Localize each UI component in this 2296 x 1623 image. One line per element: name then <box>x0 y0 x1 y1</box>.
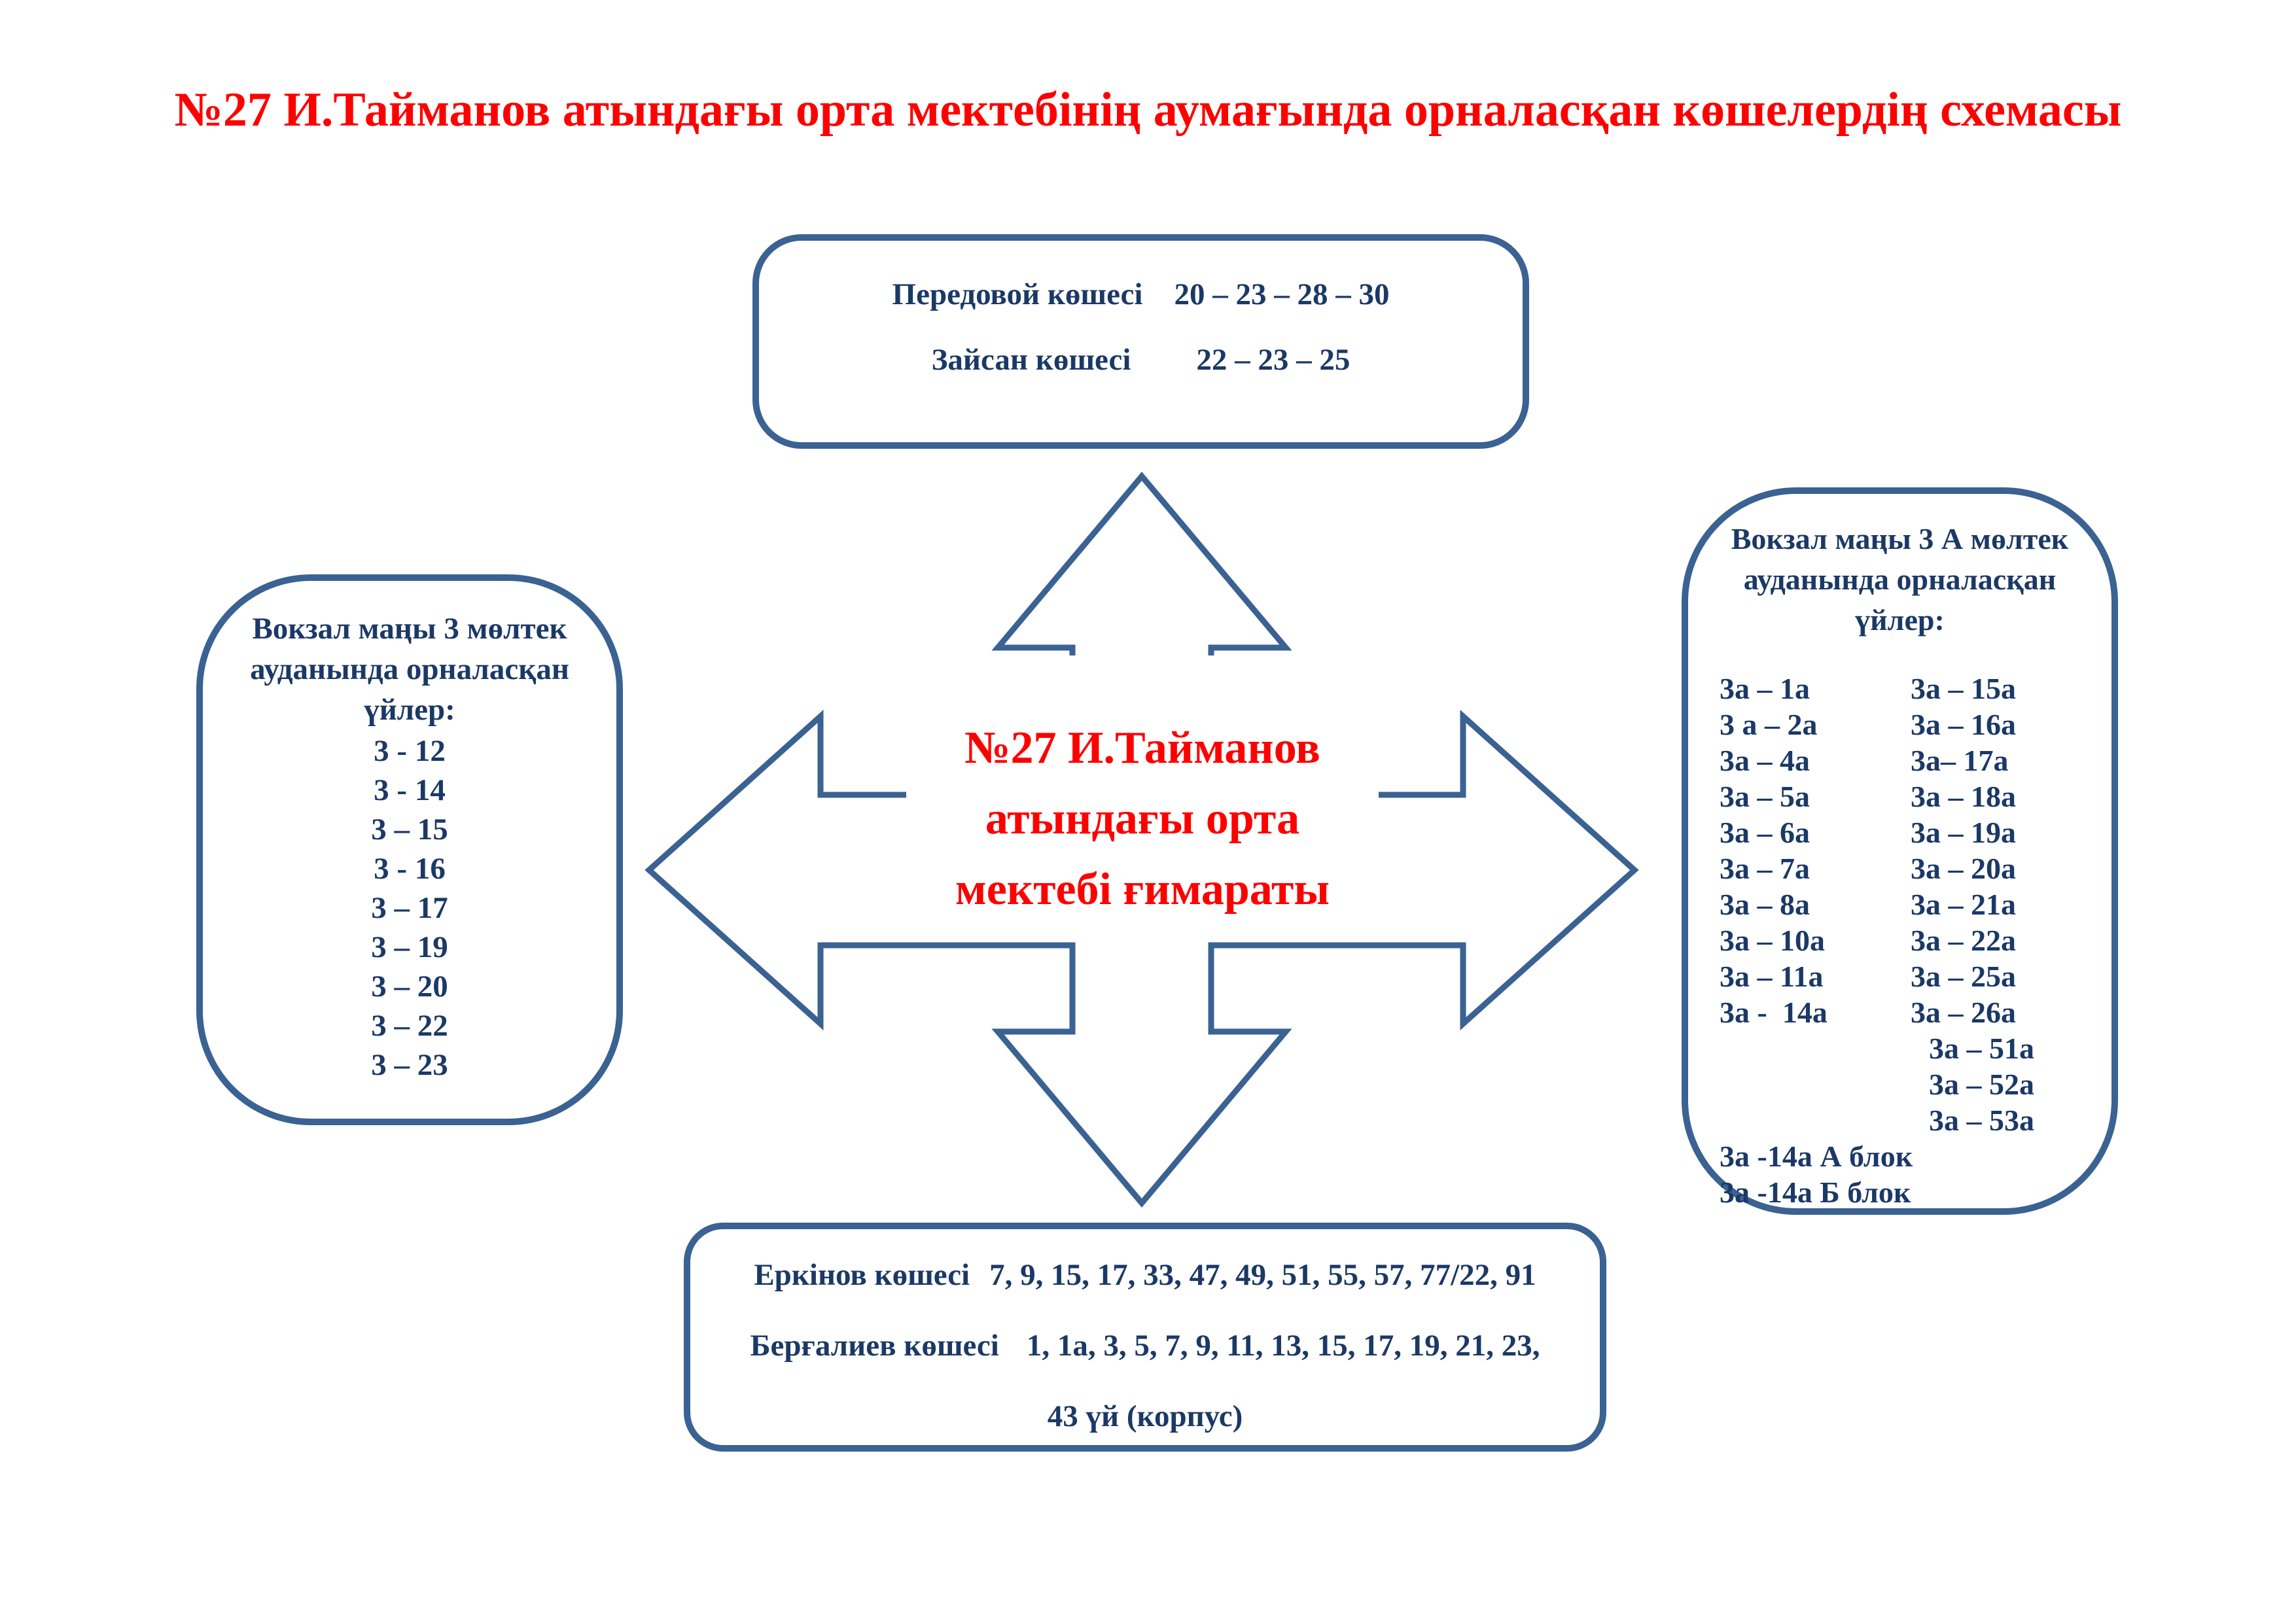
house-number: 3а – 51а <box>1929 1032 2034 1065</box>
block-line: 3а -14а А блок <box>1720 1140 1913 1173</box>
house-number: 3а – 5а <box>1720 780 1810 813</box>
house-number: 3 - 16 <box>374 852 446 886</box>
house-number: 3а – 52а <box>1929 1068 2034 1101</box>
district-heading-line: Вокзал маңы 3 А мөлтек <box>1731 522 2069 555</box>
district-heading-line: Вокзал маңы 3 мөлтек <box>252 612 567 646</box>
left-district-box <box>196 574 623 1125</box>
school-name-line: мектебі ғимараты <box>955 864 1330 915</box>
house-number: 3 - 12 <box>374 734 446 768</box>
house-number: 3а – 26а <box>1911 996 2016 1029</box>
house-number: 3а – 15а <box>1911 672 2016 705</box>
district-heading-line: ауданында орналасқан <box>250 652 569 686</box>
street-row-erkinov <box>754 1255 1536 1295</box>
house-number: 3 – 22 <box>371 1009 448 1043</box>
house-number: 3а – 6а <box>1720 816 1810 849</box>
street-house-numbers: 7, 9, 15, 17, 33, 47, 49, 51, 55, 57, 77/22, 91 <box>989 1258 1536 1292</box>
block-lines <box>1688 1138 2111 1210</box>
school-center-label <box>906 655 1379 942</box>
house-number: 3а – 7а <box>1720 852 1810 885</box>
house-number: 3 а – 2а <box>1720 708 1818 741</box>
house-number: 3а– 17а <box>1911 744 2009 777</box>
street-house-numbers: 22 – 23 – 25 <box>1196 343 1351 377</box>
house-number-column-left <box>1720 671 1911 1138</box>
house-number: 3а – 19а <box>1911 816 2016 849</box>
house-number: 3а – 4а <box>1720 744 1810 777</box>
street-name: Еркінов көшесі <box>754 1258 970 1292</box>
house-number: 3а – 53а <box>1929 1104 2034 1137</box>
house-number: 3 – 20 <box>371 969 448 1003</box>
house-number: 3а – 18а <box>1911 780 2016 813</box>
house-number: 3а – 16а <box>1911 708 2016 741</box>
house-number: 3а – 22а <box>1911 924 2016 957</box>
house-number-list <box>203 731 616 1085</box>
street-name: Берғалиев көшесі <box>750 1329 999 1363</box>
street-row-bergaliev <box>750 1326 1540 1365</box>
district-heading-line: үйлер: <box>364 693 455 727</box>
house-number-column-right <box>1911 671 2092 1138</box>
street-row-zaysan <box>932 340 1351 379</box>
house-number: 3а – 8а <box>1720 888 1810 921</box>
top-streets-box <box>752 234 1529 449</box>
street-row-continuation: 43 үй (корпус) <box>1047 1399 1243 1433</box>
street-house-numbers: 20 – 23 – 28 – 30 <box>1174 277 1390 311</box>
house-number: 3а – 1а <box>1720 672 1810 705</box>
district-heading-line: үйлер: <box>1855 603 1945 637</box>
block-line: 3а -14а Б блок <box>1720 1176 1911 1209</box>
right-district-box <box>1682 487 2118 1215</box>
school-name-line: №27 И.Тайманов <box>964 723 1320 773</box>
school-name-line: атындағы орта <box>985 794 1300 844</box>
house-number: 3 – 19 <box>371 930 448 964</box>
house-number: 3 – 23 <box>371 1048 448 1082</box>
house-number: 3а – 10а <box>1720 924 1825 957</box>
house-number: 3а – 21а <box>1911 888 2016 921</box>
house-number: 3а – 25а <box>1911 960 2016 993</box>
house-number-columns <box>1688 640 2111 1138</box>
house-number: 3 – 17 <box>371 891 448 925</box>
street-name: Передовой көшесі <box>892 277 1143 311</box>
house-number: 3 – 15 <box>371 812 448 846</box>
house-number: 3 - 14 <box>374 773 446 807</box>
district-heading-line: ауданында орналасқан <box>1743 563 2057 596</box>
street-house-numbers: 1, 1а, 3, 5, 7, 9, 11, 13, 15, 17, 19, 21, 23, <box>1026 1329 1540 1363</box>
street-row-peredovoy <box>892 275 1390 314</box>
page-title: №27 И.Тайманов атындағы орта мектебінің аумағында орналасқан көшелердің схемасы <box>174 83 2122 137</box>
street-name: Зайсан көшесі <box>931 343 1131 377</box>
bottom-streets-box <box>684 1223 1606 1452</box>
house-number: 3а – 20а <box>1911 852 2016 885</box>
house-number: 3а - 14а <box>1720 996 1828 1029</box>
house-number: 3а – 11а <box>1720 960 1824 993</box>
